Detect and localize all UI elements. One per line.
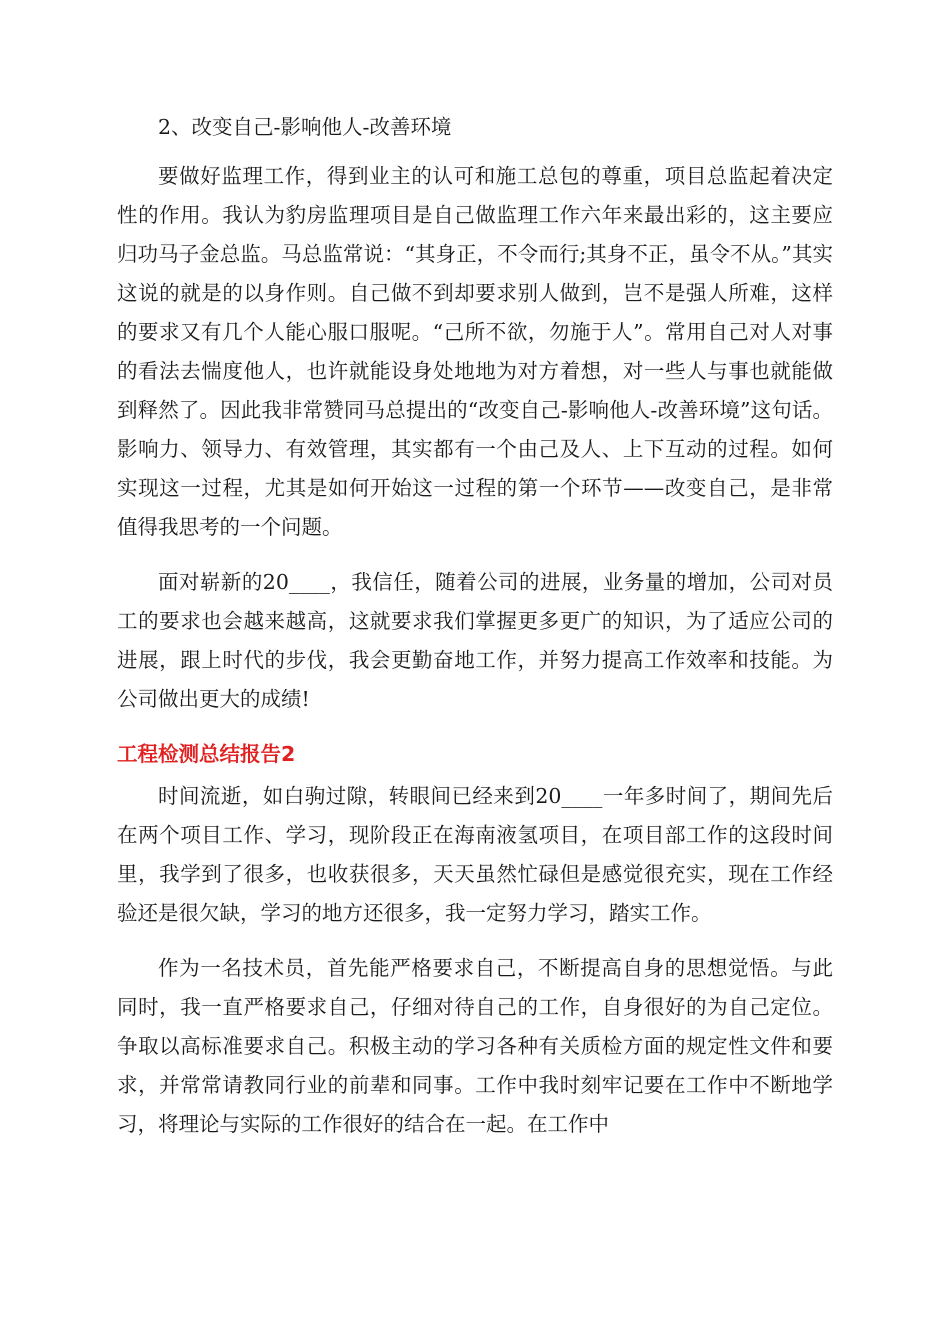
subheading: 2、改变自己-影响他人-改善环境 (158, 115, 452, 139)
paragraph: 要做好监理工作，得到业主的认可和施工总包的尊重，项目总监起着决定性的作用。我认为豹房监理项目是自己做监理工作六年来最出彩的，这主要应归功马子金总监。马总监常说：“其身正，不令而行;其身不正，虽令不从。”其实这说的就是的以身作则。自己做不到却要求别人做到，岂不是强人所难，这样的要求又有几个人能心服口服呢。“己所不欲，勿施于人”。常用自己对人对事的看法去惴度他人，也许就能设身处地地为对方着想，对一些人与事也就能做到释然了。因此我非常赞同马总提出的“改变自己-影响他人-改善环境”这句话。影响力、领导力、有效管理，其实都有一个由己及人、上下互动的过程。如何实现这一过程，尤其是如何开始这一过程的第一个环节——改变自己，是非常值得我思考的一个问题。 (117, 164, 833, 539)
document-body (117, 108, 833, 1160)
section-title: 工程检测总结报告2 (117, 742, 296, 766)
paragraph: 时间流逝，如白驹过隙，转眼间已经来到20____一年多时间了，期间先后在两个项目工作、学习，现阶段正在海南液氢项目，在项目部工作的这段时间里，我学到了很多，也收获很多，天天虽然忙碌但是感觉很充实，现在工作经验还是很欠缺，学习的地方还很多，我一定努力学习，踏实工作。 (117, 784, 833, 925)
paragraph: 面对崭新的20____，我信任，随着公司的进展，业务量的增加，公司对员工的要求也会越来越高，这就要求我们掌握更多更广的知识，为了适应公司的进展，跟上时代的步伐，我会更勤奋地工作，并努力提高工作效率和技能。为公司做出更大的成绩! (117, 570, 833, 711)
paragraph: 作为一名技术员，首先能严格要求自己，不断提高自身的思想觉悟。与此同时，我一直严格要求自己，仔细对待自己的工作，自身很好的为自己定位。争取以高标准要求自己。积极主动的学习各种有关质检方面的规定性文件和要求，并常常请教同行业的前辈和同事。工作中我时刻牢记要在工作中不断地学习，将理论与实际的工作很好的结合在一起。在工作中 (117, 956, 833, 1136)
